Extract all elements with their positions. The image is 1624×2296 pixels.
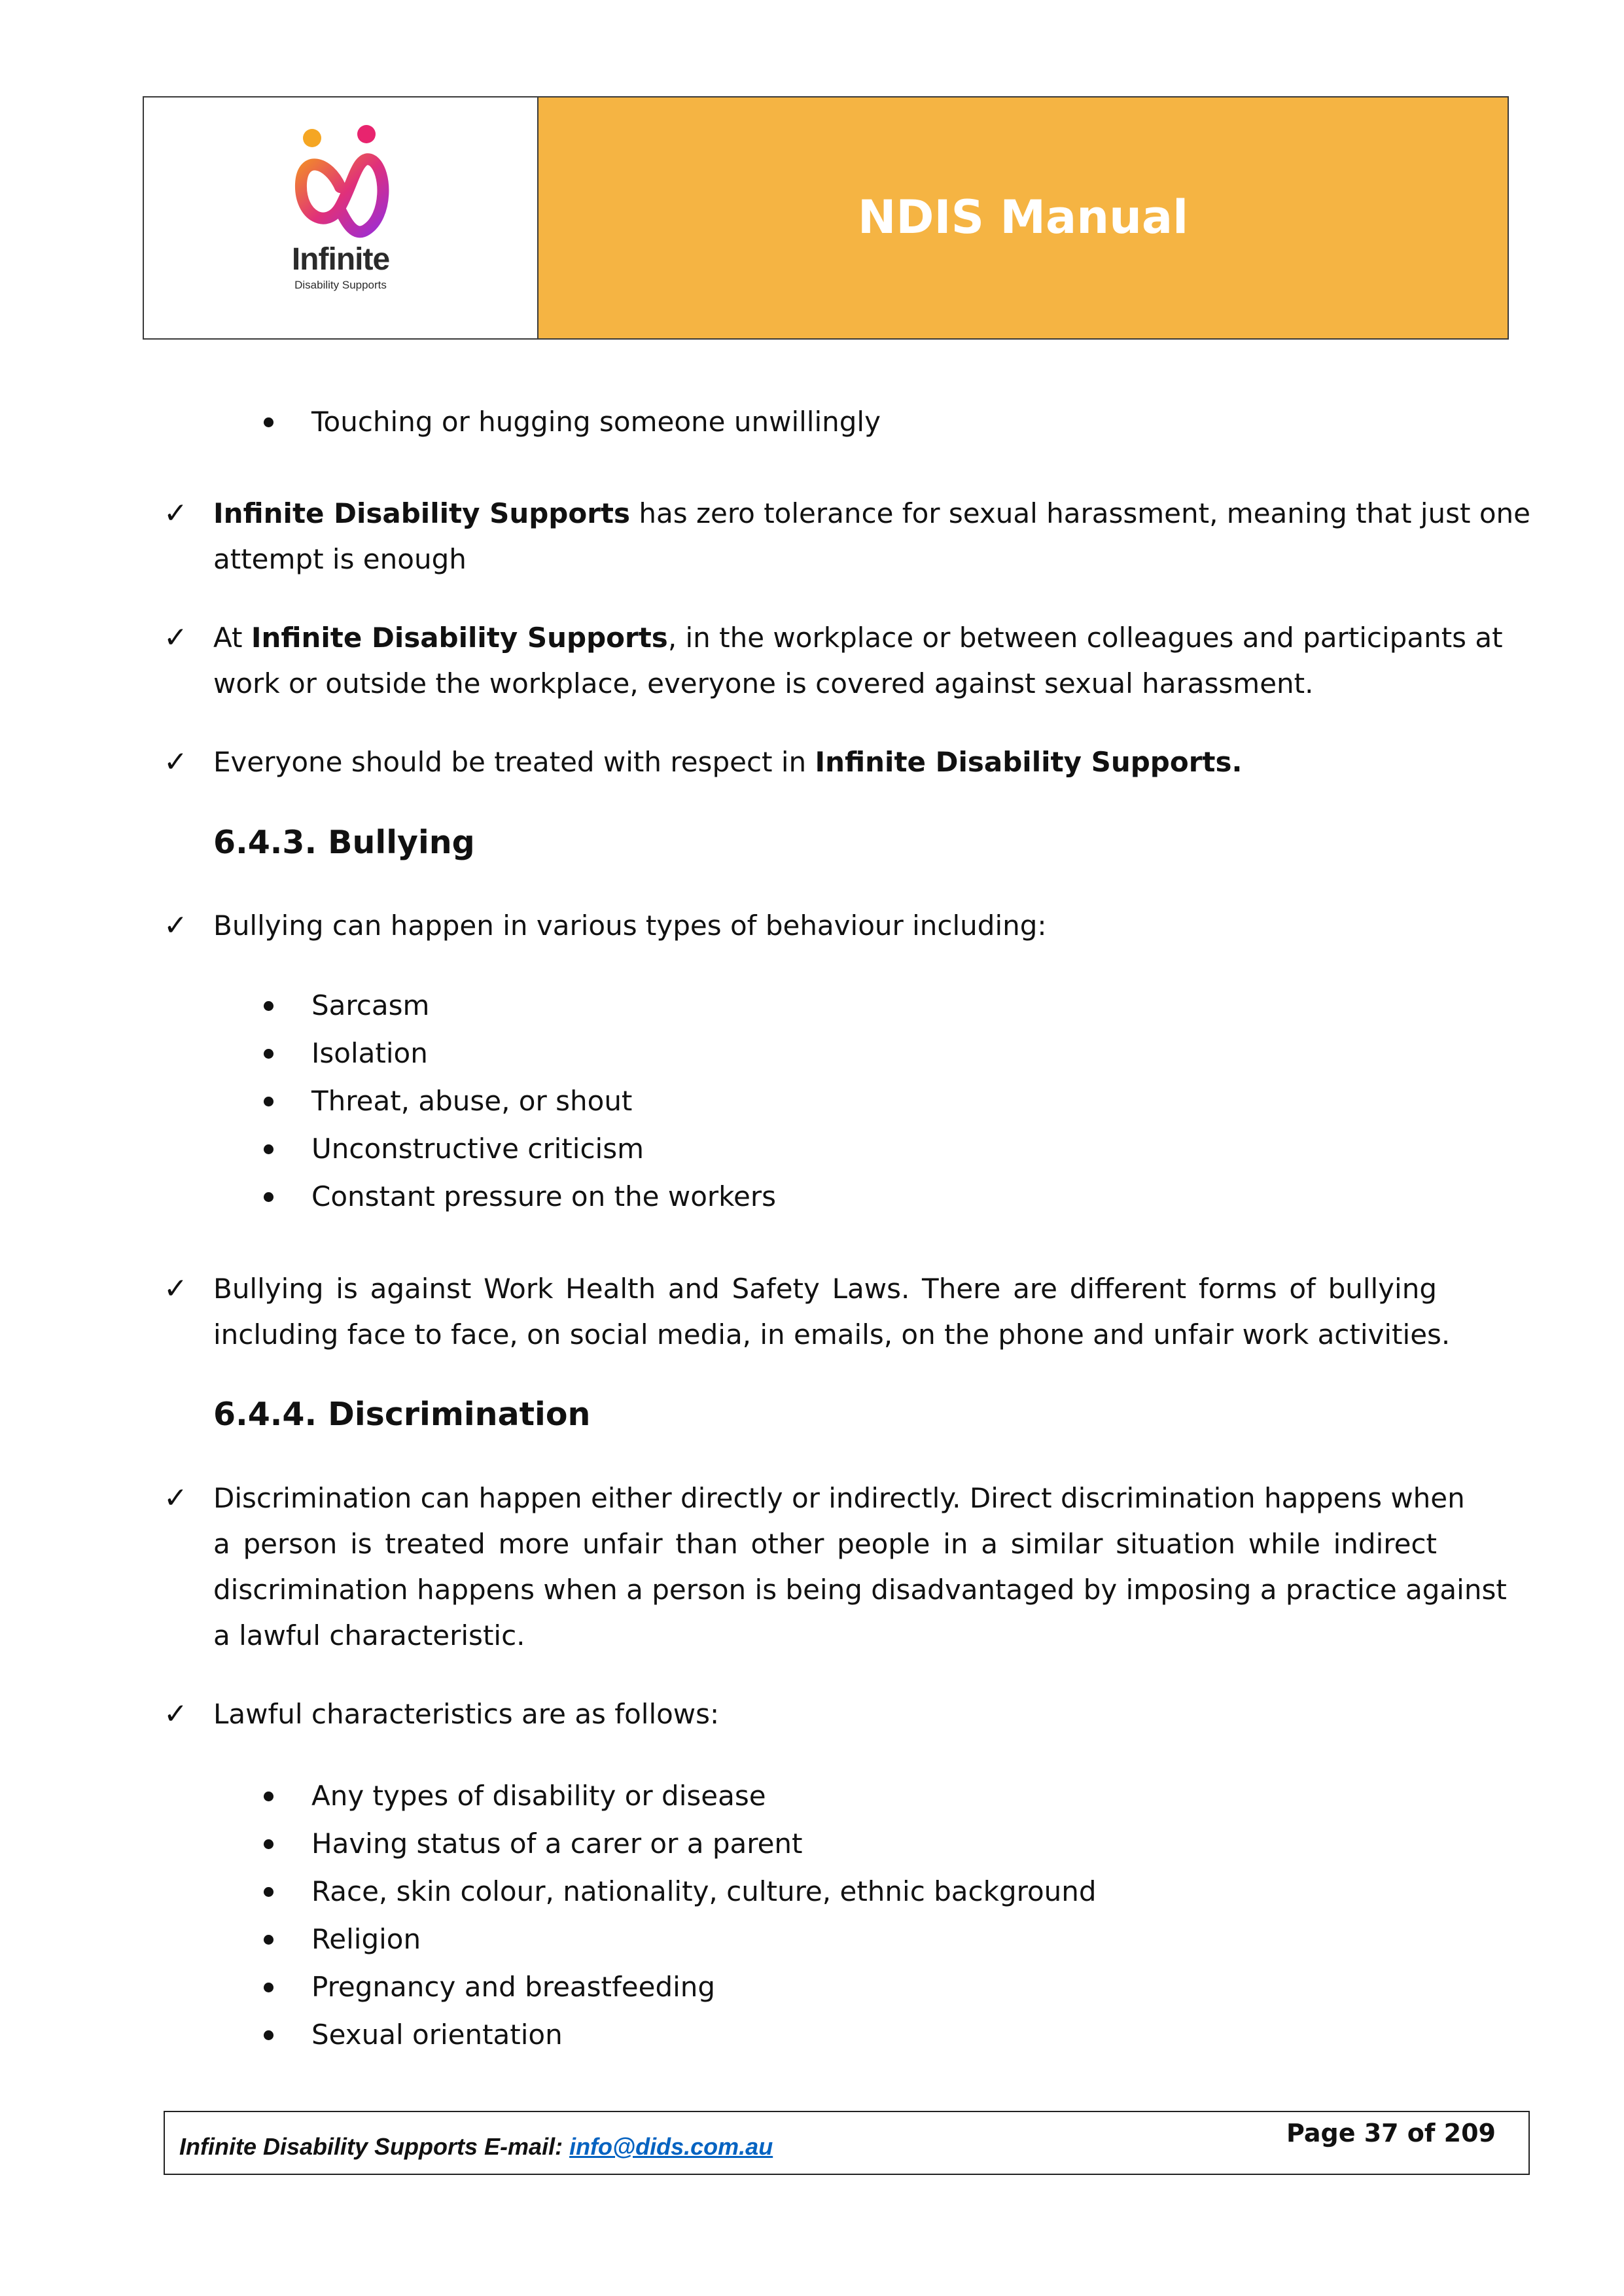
bullet-dot — [264, 1144, 274, 1154]
check-icon: ✓ — [164, 621, 188, 654]
list-item: Pregnancy and breastfeeding — [311, 1971, 716, 2003]
list-item: Religion — [311, 1923, 421, 1955]
paragraph-line: including face to face, on social media, in emails, on the phone and unfair work activities. — [213, 1318, 1451, 1351]
text: Everyone should be treated with respect in — [213, 746, 815, 778]
paragraph-line: a person is treated more unfair than other people in a similar situation while indirect — [213, 1528, 1437, 1560]
footer-contact — [179, 2133, 773, 2161]
list-item: Any types of disability or disease — [311, 1780, 766, 1812]
bullet-dot — [264, 2030, 274, 2040]
bullet-dot — [264, 1935, 274, 1945]
section-heading-bullying: 6.4.3. Bullying — [213, 824, 475, 861]
text: At — [213, 622, 251, 654]
list-item: Race, skin colour, nationality, culture, ethnic background — [311, 1875, 1097, 1907]
email-link[interactable]: info@dids.com.au — [569, 2133, 773, 2160]
section-heading-discrimination: 6.4.4. Discrimination — [213, 1396, 591, 1433]
paragraph-line: Bullying can happen in various types of behaviour including: — [213, 910, 1047, 942]
list-item: Unconstructive criticism — [311, 1133, 644, 1165]
bullet-dot — [264, 1097, 274, 1106]
paragraph-line — [213, 739, 1437, 785]
paragraph-line: Discrimination can happen either directly or indirectly. Direct discrimination happens when — [213, 1482, 1465, 1514]
company-name: Infinite Disability Supports — [213, 497, 630, 529]
check-icon: ✓ — [164, 909, 188, 942]
list-item: Constant pressure on the workers — [311, 1180, 777, 1212]
paragraph-line: discrimination happens when a person is being disadvantaged by imposing a practice against — [213, 1574, 1507, 1606]
bullet-dot — [264, 1001, 274, 1011]
paragraph-line: Bullying is against Work Health and Safety Laws. There are different forms of bullying — [213, 1273, 1437, 1305]
check-icon: ✓ — [164, 1481, 188, 1515]
text: , in the workplace or between colleagues and participants at — [667, 622, 1503, 654]
list-item: Touching or hugging someone unwillingly — [311, 406, 881, 438]
bullet-dot — [264, 1049, 274, 1059]
paragraph-line: attempt is enough — [213, 543, 467, 575]
paragraph-line: work or outside the workplace, everyone is covered against sexual harassment. — [213, 667, 1314, 699]
check-icon: ✓ — [164, 1697, 188, 1731]
check-icon: ✓ — [164, 745, 188, 779]
check-icon: ✓ — [164, 497, 188, 530]
footer-label: Infinite Disability Supports E-mail: — [179, 2133, 570, 2160]
bullet-dot — [264, 1192, 274, 1202]
page-header — [143, 96, 1509, 340]
title-banner — [538, 97, 1508, 338]
infinite-logo-icon — [289, 125, 394, 249]
logo-title: Infinite — [291, 242, 390, 277]
page-number: Page 37 of 209 — [1286, 2119, 1496, 2147]
paragraph-line: a lawful characteristic. — [213, 1619, 525, 1651]
company-name: Infinite Disability Supports — [251, 622, 668, 654]
paragraph-line — [213, 615, 1503, 661]
list-item: Sarcasm — [311, 989, 430, 1021]
bullet-dot — [264, 417, 274, 427]
page-footer — [164, 2111, 1530, 2175]
logo-area — [144, 97, 538, 338]
bullet-dot — [264, 1839, 274, 1849]
list-item: Isolation — [311, 1037, 428, 1069]
list-item: Threat, abuse, or shout — [311, 1085, 633, 1117]
bullet-dot — [264, 1792, 274, 1801]
logo-subtitle: Disability Supports — [294, 279, 387, 291]
list-item: Sexual orientation — [311, 2019, 563, 2051]
check-icon: ✓ — [164, 1272, 188, 1305]
bullet-dot — [264, 1887, 274, 1897]
bullet-dot — [264, 1983, 274, 1992]
paragraph-line — [213, 491, 1530, 537]
list-item: Having status of a carer or a parent — [311, 1828, 803, 1860]
company-name: Infinite Disability Supports. — [815, 746, 1243, 778]
manual-title: NDIS Manual — [857, 190, 1189, 244]
paragraph-line: Lawful characteristics are as follows: — [213, 1698, 720, 1730]
text: has zero tolerance for sexual harassment, meaning that just one — [630, 497, 1530, 529]
